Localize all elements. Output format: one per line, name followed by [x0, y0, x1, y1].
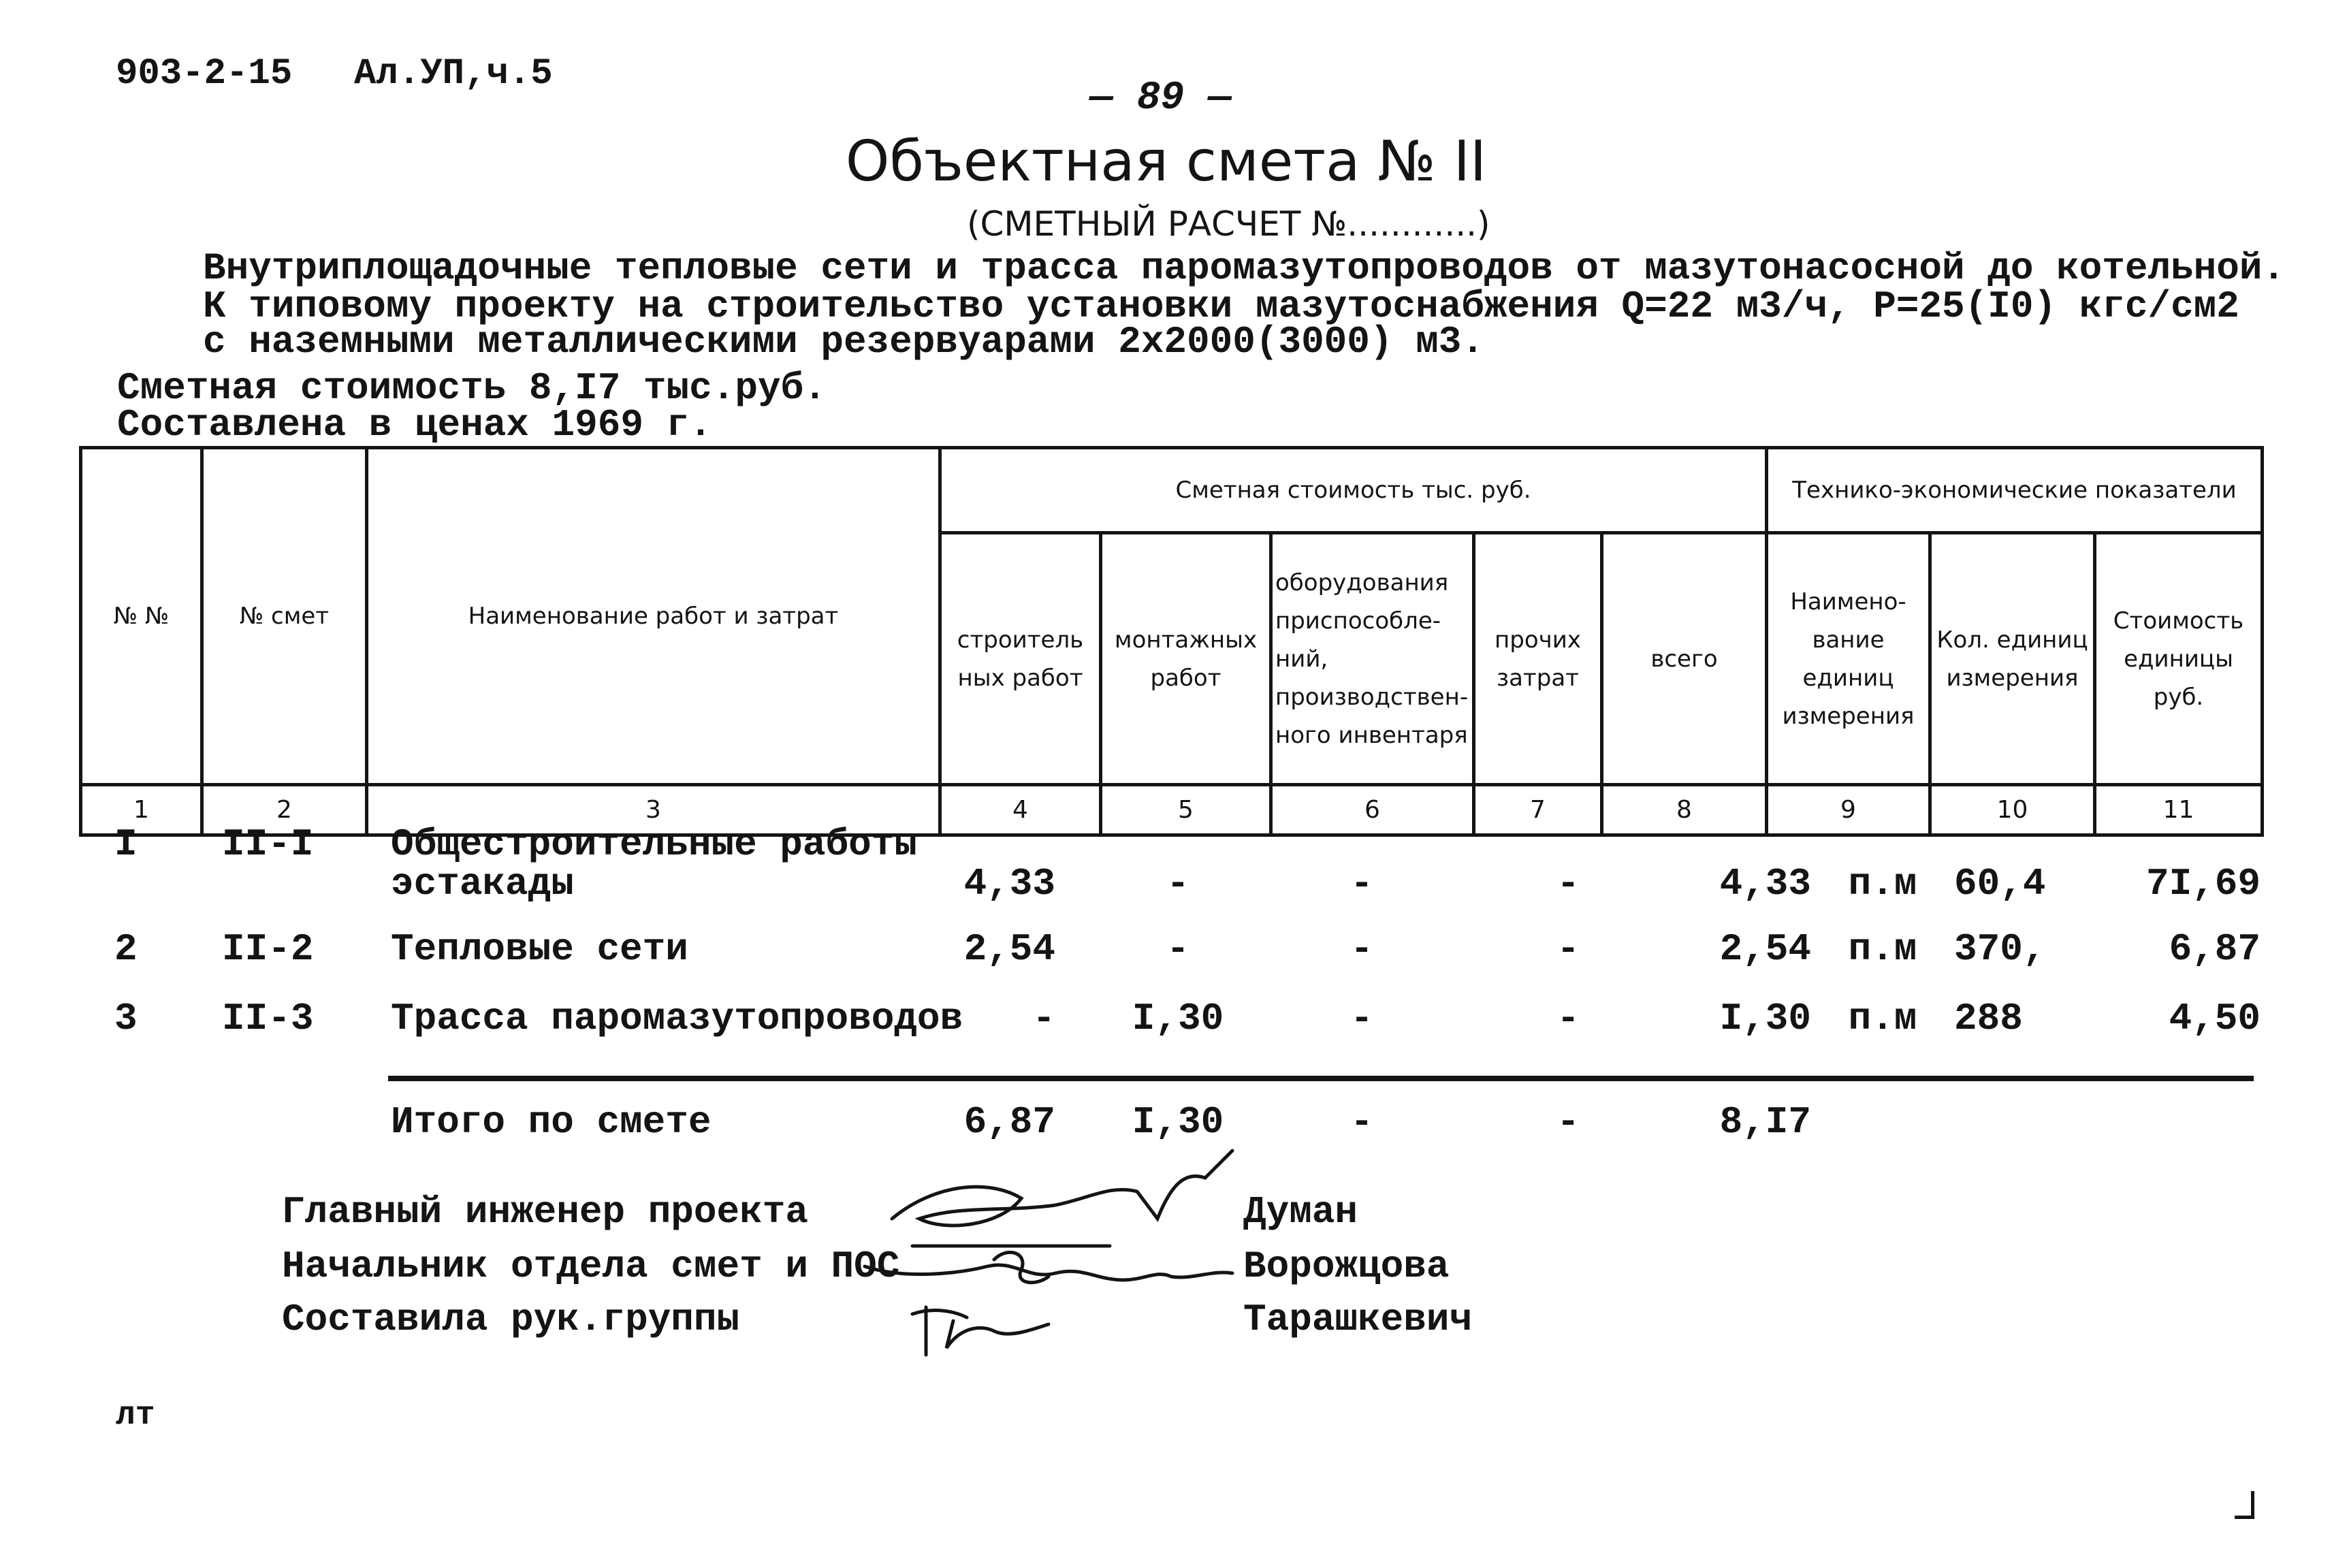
- row-name: Общестроительные работы: [391, 822, 917, 866]
- row-number: 3: [114, 997, 138, 1040]
- row-unit: п.м: [1848, 927, 1917, 971]
- column-header-no: № №: [81, 448, 202, 785]
- total-label: Итого по смете: [391, 1100, 712, 1144]
- row-other: -: [1556, 927, 1580, 971]
- row-total: 2,54: [1719, 927, 1811, 971]
- row-other: -: [1556, 997, 1580, 1040]
- footer-mark: лт: [116, 1397, 155, 1434]
- row-estimate-no: II-2: [222, 927, 314, 971]
- total-installation: I,30: [1132, 1100, 1224, 1144]
- row-estimate-no: II-I: [222, 822, 314, 866]
- row-name: Трасса паромазутопроводов: [391, 997, 963, 1040]
- row-construction: -: [1032, 997, 1055, 1040]
- column-header-name: Наименование работ и затрат: [367, 448, 940, 785]
- column-number: 7: [1474, 785, 1602, 835]
- column-header-total: всего: [1602, 533, 1767, 785]
- page-title: Объектная смета № II: [845, 129, 1487, 194]
- column-number: 11: [2095, 785, 2263, 835]
- row-qty: 60,4: [1954, 862, 2046, 906]
- corner-mark: [2235, 1491, 2254, 1519]
- row-unit-cost: 4,50: [2169, 997, 2261, 1040]
- document-code: 903-2-15: [116, 53, 293, 95]
- column-number: 8: [1602, 785, 1767, 835]
- row-number: 2: [114, 927, 138, 971]
- column-header-unit-qty: Кол. единиц измерения: [1930, 533, 2095, 785]
- column-header-unit-cost: Стоимость единицы руб.: [2095, 533, 2263, 785]
- compiled-prices: Составлена в ценах 1969 г.: [117, 403, 712, 447]
- row-estimate-no: II-3: [222, 997, 314, 1040]
- total-equipment: -: [1350, 1100, 1373, 1144]
- total-other: -: [1556, 1100, 1580, 1144]
- signature-name: Ворожцова: [1243, 1245, 1450, 1288]
- page-number: — 89 —: [1089, 76, 1232, 121]
- handwritten-signatures: [851, 1144, 1287, 1389]
- row-name-continued: эстакады: [391, 862, 574, 906]
- column-header-equipment: оборудования приспособле- ний, производствен- ного инвентаря: [1271, 533, 1474, 785]
- description-line-1: Внутриплощадочные тепловые сети и трасса паромазутопроводов от мазутонасосной до котельной.: [203, 246, 2286, 290]
- column-number: 9: [1767, 785, 1930, 835]
- column-number: 1: [81, 785, 202, 835]
- row-equipment: -: [1350, 997, 1373, 1040]
- column-header-estimate-no: № смет: [202, 448, 367, 785]
- column-number: 6: [1271, 785, 1474, 835]
- row-unit-cost: 6,87: [2169, 927, 2261, 971]
- row-unit-cost: 7I,69: [2145, 862, 2261, 906]
- signature-role: Начальник отдела смет и ПОС: [282, 1245, 900, 1288]
- column-header-unit-name: Наимено- вание единиц измерения: [1767, 533, 1930, 785]
- description-line-2: К типовому проекту на строительство установки мазутоснабжения Q=22 м3/ч, Р=25(I0) кгс/см2: [203, 285, 2239, 328]
- row-equipment: -: [1350, 862, 1373, 906]
- row-construction: 2,54: [963, 927, 1055, 971]
- row-unit: п.м: [1848, 862, 1917, 906]
- column-number: 3: [367, 785, 940, 835]
- row-name: Тепловые сети: [391, 927, 688, 971]
- column-number: 5: [1101, 785, 1271, 835]
- signature-name: Тарашкевич: [1243, 1298, 1473, 1341]
- row-total: I,30: [1719, 997, 1811, 1040]
- row-number: I: [114, 822, 138, 866]
- estimate-table-header: [79, 446, 2264, 837]
- signature-role: Составила рук.группы: [282, 1298, 740, 1341]
- column-number: 10: [1930, 785, 2095, 835]
- row-qty: 370,: [1954, 927, 2046, 971]
- row-other: -: [1556, 862, 1580, 906]
- column-group-estimated-cost: Сметная стоимость тыс. руб.: [940, 448, 1767, 533]
- column-header-construction: строитель ных работ: [940, 533, 1101, 785]
- row-installation: -: [1166, 862, 1189, 906]
- row-total: 4,33: [1719, 862, 1811, 906]
- row-installation: -: [1166, 927, 1189, 971]
- row-unit: п.м: [1848, 997, 1917, 1040]
- column-header-installation: монтажных работ: [1101, 533, 1271, 785]
- document-part: Ал.УП,ч.5: [354, 53, 553, 95]
- total-construction: 6,87: [963, 1100, 1055, 1144]
- total-divider: [388, 1076, 2254, 1081]
- description-line-3: с наземными металлическими резервуарами 2х2000(3000) м3.: [203, 320, 1484, 364]
- row-equipment: -: [1350, 927, 1373, 971]
- column-header-other: прочих затрат: [1474, 533, 1602, 785]
- signature-role: Главный инженер проекта: [282, 1190, 808, 1234]
- signature-name: Думан: [1243, 1190, 1358, 1234]
- column-number: 2: [202, 785, 367, 835]
- column-number: 4: [940, 785, 1101, 835]
- row-construction: 4,33: [963, 862, 1055, 906]
- total-sum: 8,I7: [1719, 1100, 1811, 1144]
- page-subtitle: (СМЕТНЫЙ РАСЧЕТ №............): [967, 204, 1490, 244]
- row-installation: I,30: [1132, 997, 1224, 1040]
- column-group-indicators: Технико-экономические показатели: [1767, 448, 2263, 533]
- row-qty: 288: [1954, 997, 2023, 1040]
- estimated-cost: Сметная стоимость 8,I7 тыс.руб.: [117, 366, 827, 410]
